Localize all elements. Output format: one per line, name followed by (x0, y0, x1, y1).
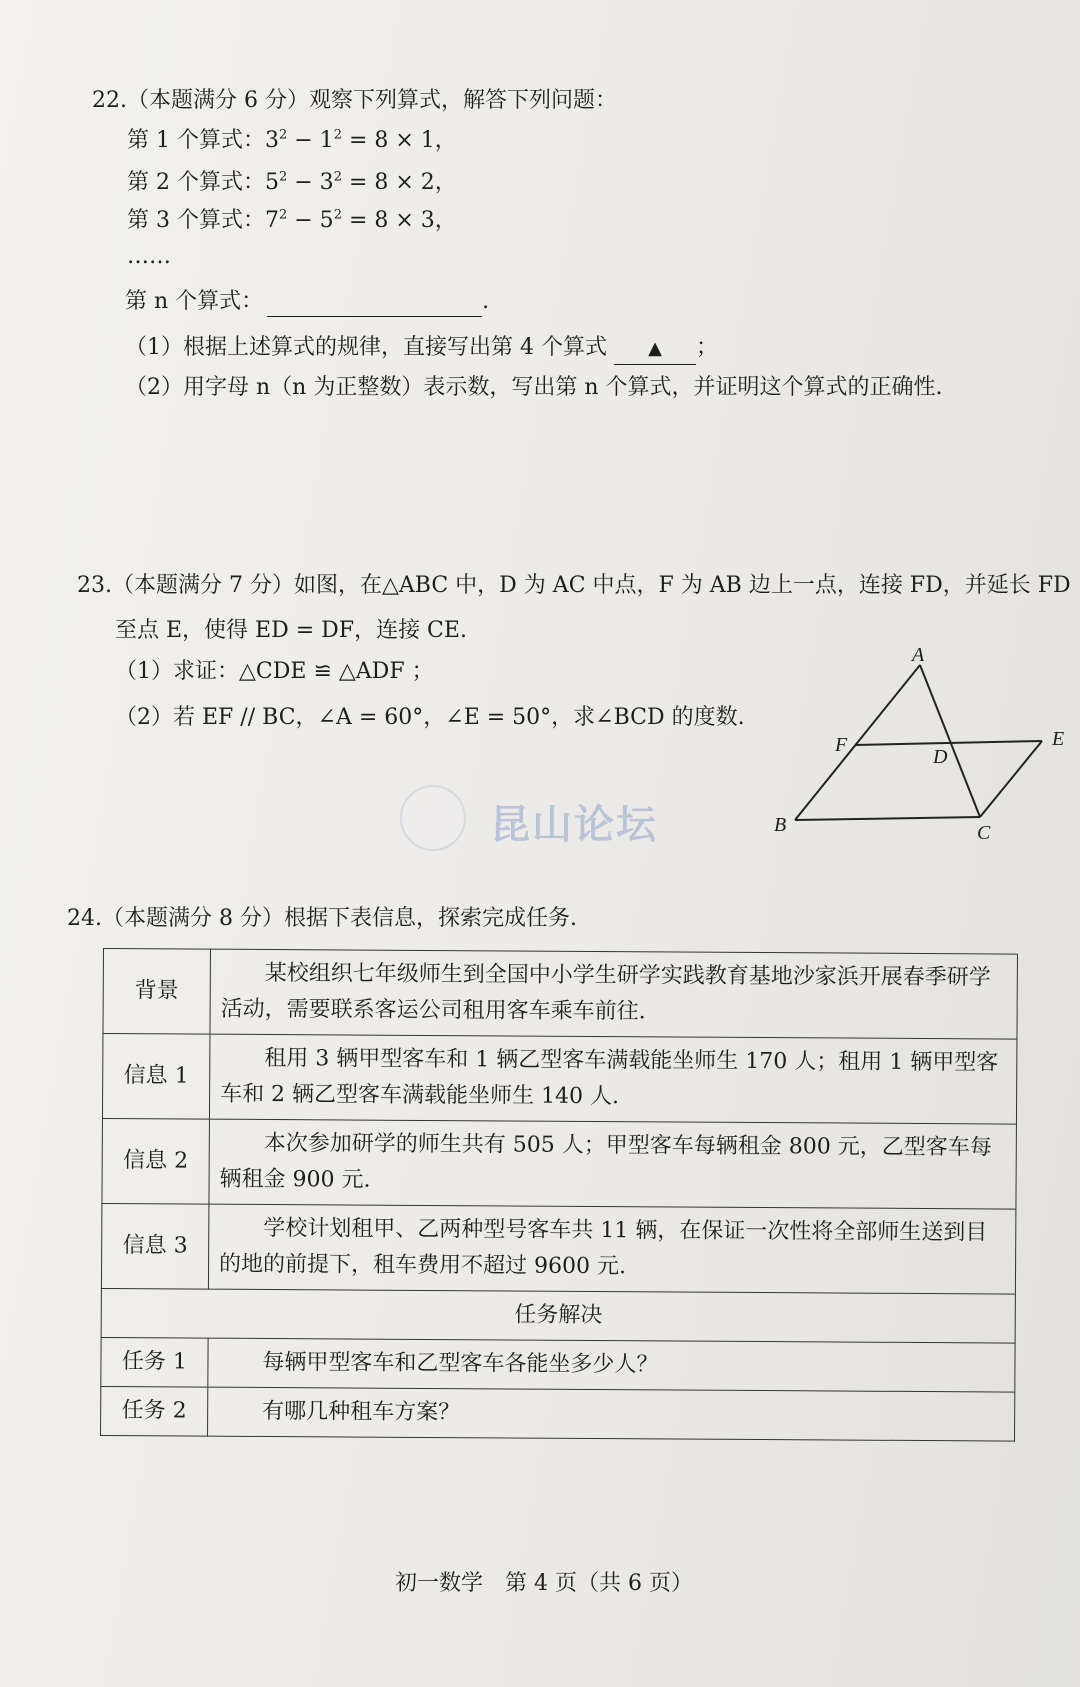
q23-line2: 至点 E，使得 ED = DF，连接 CE. (115, 618, 467, 643)
label-B: B (774, 814, 787, 836)
task-header: 任务解决 (101, 1288, 1015, 1343)
label-F: F (835, 734, 848, 756)
triangle-marker-icon: ▲ (648, 338, 662, 359)
segment-FE (855, 741, 1042, 745)
table-row (102, 1118, 1017, 1209)
triangle-figure (760, 645, 1080, 845)
segment-CE (980, 741, 1042, 817)
row-label: 信息 1 (102, 1034, 210, 1120)
q22-equation-n: 第 n 个算式： . (125, 287, 489, 317)
task-text: 有哪几种租车方案？ (208, 1387, 1015, 1441)
page-footer: 初一数学 第 4 页（共 6 页） (395, 1571, 693, 1596)
q22-ellipsis: …… (127, 244, 171, 269)
label-E: E (1052, 728, 1065, 750)
segment-AB (795, 665, 920, 820)
q22-part1: （1）根据上述算式的规律，直接写出第 4 个算式 ▲ ； (125, 333, 718, 365)
answer-blank[interactable] (267, 294, 482, 317)
row-label: 背景 (103, 949, 211, 1035)
watermark-logo-icon (400, 785, 466, 851)
q22-equation-1: 第 1 个算式：$3^2 - 1^2 = 8 \times 1$， (127, 127, 457, 153)
q23-part2: （2）若 EF // BC，∠A = 60°，∠E = 50°，求∠BCD 的度数. (115, 705, 745, 730)
row-text: 学校计划租甲、乙两种型号客车共 11 辆，在保证一次性将全部师生送到目的地的前提下，租车费用不超过 9600 元. (208, 1204, 1016, 1294)
label-C: C (977, 822, 991, 844)
segment-AC (920, 665, 980, 817)
task-text: 每辆甲型客车和乙型客车各能坐多少人？ (208, 1338, 1015, 1392)
q24-heading: 24.（本题满分 8 分）根据下表信息，探索完成任务. (67, 906, 577, 931)
table-row (101, 1386, 1015, 1441)
table-row (101, 1337, 1015, 1392)
watermark (400, 785, 700, 895)
segment-BC (795, 817, 980, 820)
task-label: 任务 2 (101, 1386, 208, 1436)
q23-line1: 23.（本题满分 7 分）如图，在△ABC 中，D 为 AC 中点，F 为 AB 边上一点，连接 FD，并延长 FD (77, 573, 1071, 598)
label-A: A (912, 645, 925, 666)
table-row (102, 1034, 1017, 1125)
answer-blank-triangle[interactable] (614, 333, 696, 365)
table-row (101, 1203, 1016, 1294)
q22-equation-3: 第 3 个算式：$7^2 - 5^2 = 8 \times 3$， (127, 207, 457, 233)
q22-part2: （2）用字母 n（n 为正整数）表示数，写出第 n 个算式，并证明这个算式的正确性. (125, 375, 943, 400)
table-row (103, 949, 1018, 1040)
row-text: 某校组织七年级师生到全国中小学生研学实践教育基地沙家浜开展春季研学活动，需要联系客运公司租用客车乘车前往. (210, 949, 1018, 1039)
info-table (100, 948, 1018, 1442)
row-label: 信息 3 (101, 1203, 209, 1289)
watermark-text: 昆山论坛 (490, 802, 658, 848)
row-text: 租用 3 辆甲型客车和 1 辆乙型客车满载能坐师生 170 人；租用 1 辆甲型客车和 2 辆乙型客车满载能坐师生 140 人. (209, 1034, 1017, 1124)
q23-part1: （1）求证：△CDE ≌ △ADF ； (115, 659, 434, 684)
task-label: 任务 1 (101, 1337, 208, 1387)
table-row (101, 1288, 1015, 1343)
q22-heading: 22.（本题满分 6 分）观察下列算式，解答下列问题： (92, 88, 617, 113)
label-D: D (933, 746, 948, 768)
row-label: 信息 2 (102, 1118, 210, 1204)
row-text: 本次参加研学的师生共有 505 人；甲型客车每辆租金 800 元，乙型客车每辆租金 900 元. (209, 1119, 1017, 1209)
q22-equation-2: 第 2 个算式：$5^2 - 3^2 = 8 \times 2$， (127, 169, 457, 195)
